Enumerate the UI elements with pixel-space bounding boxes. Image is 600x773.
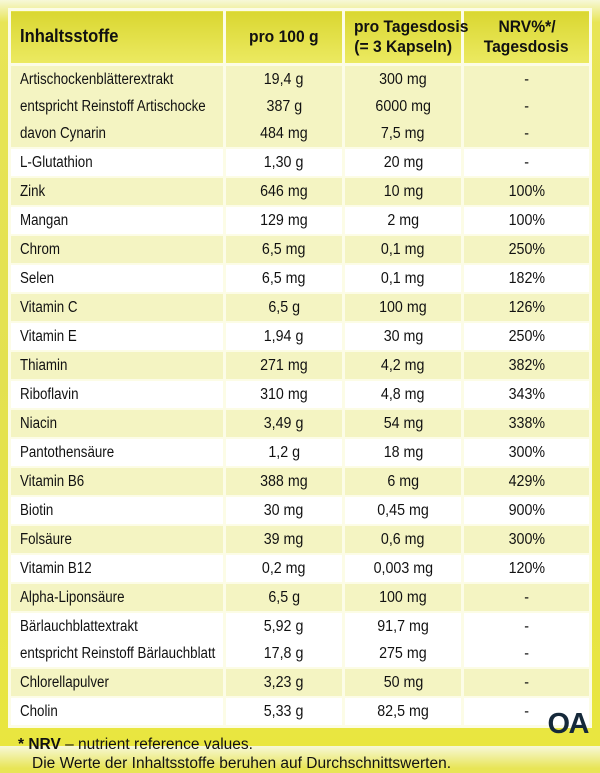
- value-per-dose: 91,7 mg: [377, 617, 429, 635]
- value-nrv: -: [524, 97, 529, 115]
- value-per-100g-cell: [224, 467, 343, 496]
- value-nrv: 300%: [508, 443, 545, 461]
- value-per-100g: 6,5 g: [268, 298, 300, 316]
- value-per-dose-cell: [344, 438, 463, 467]
- value-per-100g-cell: [224, 177, 343, 206]
- ingredient-name-cell: [10, 496, 225, 525]
- value-nrv-cell: [463, 438, 591, 467]
- header-nrv-line2: Tagesdosis: [484, 37, 570, 56]
- value-per-100g-cell: [224, 380, 343, 409]
- value-nrv-cell: [463, 409, 591, 438]
- value-per-100g-cell: [224, 206, 343, 235]
- value-per-100g: 484 mg: [260, 124, 308, 142]
- ingredient-name: Bärlauchblattextrakt: [20, 617, 138, 635]
- value-per-100g-cell: [224, 235, 343, 264]
- table-header-row: [10, 10, 591, 65]
- header-per-100g-label: pro 100 g: [249, 26, 319, 46]
- value-per-dose: 10 mg: [383, 182, 423, 200]
- value-per-100g-cell: [224, 148, 343, 177]
- table-row: [10, 438, 591, 467]
- value-per-dose: 7,5 mg: [381, 124, 425, 142]
- value-per-100g-cell: [224, 322, 343, 351]
- value-nrv: 900%: [508, 501, 545, 519]
- value-per-100g: 19,4 g: [264, 70, 304, 88]
- value-nrv: 100%: [508, 182, 545, 200]
- value-per-dose: 100 mg: [379, 298, 427, 316]
- table-row: [10, 351, 591, 380]
- value-per-dose-cell: [344, 235, 463, 264]
- value-per-dose-cell: [344, 668, 463, 697]
- ingredient-name: Artischockenblätterextrakt: [20, 70, 174, 88]
- value-per-dose-cell: [344, 380, 463, 409]
- value-nrv-cell: [463, 235, 591, 264]
- value-nrv-cell: [463, 65, 591, 94]
- ingredient-name-cell: [10, 467, 225, 496]
- value-per-dose: 50 mg: [383, 673, 423, 691]
- value-nrv-cell: [463, 583, 591, 612]
- value-nrv-cell: [463, 612, 591, 640]
- value-per-100g-cell: [224, 120, 343, 148]
- value-nrv-cell: [463, 525, 591, 554]
- value-per-100g-cell: [224, 496, 343, 525]
- value-per-dose-cell: [344, 409, 463, 438]
- ingredient-name: Vitamin B6: [20, 472, 85, 490]
- value-nrv-cell: [463, 148, 591, 177]
- table-row: [10, 612, 591, 640]
- ingredient-name: Zink: [20, 182, 46, 200]
- value-nrv-cell: [463, 640, 591, 668]
- table-row: [10, 668, 591, 697]
- ingredient-name-cell: [10, 206, 225, 235]
- ingredient-name-cell: [10, 640, 225, 668]
- value-nrv-cell: [463, 322, 591, 351]
- value-per-100g: 1,2 g: [268, 443, 300, 461]
- value-nrv: -: [524, 673, 529, 691]
- ingredient-name-cell: [10, 148, 225, 177]
- header-ingredient-label: Inhaltsstoffe: [20, 26, 119, 47]
- value-per-dose-cell: [344, 148, 463, 177]
- ingredient-name: Folsäure: [20, 530, 72, 548]
- ingredient-name: Cholin: [20, 702, 58, 720]
- value-per-100g: 30 mg: [264, 501, 304, 519]
- value-per-dose: 6000 mg: [375, 97, 431, 115]
- value-per-dose: 100 mg: [379, 588, 427, 606]
- value-per-dose: 54 mg: [383, 414, 423, 432]
- value-per-100g-cell: [224, 351, 343, 380]
- header-per-100g: [224, 10, 343, 65]
- table-row: [10, 496, 591, 525]
- value-per-dose: 2 mg: [387, 211, 419, 229]
- value-per-100g: 0,2 mg: [262, 559, 306, 577]
- ingredient-name-cell: [10, 65, 225, 94]
- value-per-100g-cell: [224, 264, 343, 293]
- footnote-line2: Die Werte der Inhaltsstoffe beruhen auf Durchschnittswerten.: [32, 755, 452, 772]
- value-per-dose: 0,1 mg: [381, 240, 425, 258]
- ingredient-name-cell: [10, 235, 225, 264]
- ingredient-name: Biotin: [20, 501, 54, 519]
- table-row: [10, 525, 591, 554]
- ingredient-name: entspricht Reinstoff Bärlauchblatt: [20, 644, 216, 662]
- ingredient-name: Niacin: [20, 414, 58, 432]
- ingredient-name: Vitamin E: [20, 327, 77, 345]
- value-per-100g: 271 mg: [260, 356, 308, 374]
- brand-logo: OA: [547, 708, 588, 740]
- ingredient-name-cell: [10, 409, 225, 438]
- value-per-100g-cell: [224, 668, 343, 697]
- value-nrv-cell: [463, 206, 591, 235]
- value-per-100g-cell: [224, 93, 343, 120]
- table-row: [10, 65, 591, 94]
- value-nrv-cell: [463, 467, 591, 496]
- value-per-dose: 275 mg: [379, 644, 427, 662]
- footnote: [18, 735, 600, 773]
- value-nrv: 182%: [508, 269, 545, 287]
- ingredient-name-cell: [10, 177, 225, 206]
- header-nrv-line1: NRV%*/: [498, 16, 556, 36]
- table-row: [10, 206, 591, 235]
- value-nrv-cell: [463, 351, 591, 380]
- header-per-dose: [344, 10, 469, 65]
- value-nrv: 126%: [508, 298, 545, 316]
- value-nrv: 120%: [508, 559, 545, 577]
- table-row: [10, 177, 591, 206]
- value-nrv: 429%: [508, 472, 545, 490]
- value-nrv: -: [524, 644, 529, 662]
- table-row: [10, 583, 591, 612]
- ingredient-name-cell: [10, 525, 225, 554]
- ingredient-name-cell: [10, 322, 225, 351]
- value-per-100g-cell: [224, 697, 343, 727]
- value-per-100g-cell: [224, 554, 343, 583]
- value-per-dose-cell: [344, 467, 463, 496]
- value-nrv: -: [524, 617, 529, 635]
- value-per-100g: 3,23 g: [264, 673, 304, 691]
- value-per-dose-cell: [344, 351, 463, 380]
- value-per-100g: 5,33 g: [264, 702, 304, 720]
- value-per-100g-cell: [224, 583, 343, 612]
- value-per-dose-cell: [344, 612, 463, 640]
- ingredient-name-cell: [10, 668, 225, 697]
- ingredient-name-cell: [10, 264, 225, 293]
- value-per-100g: 6,5 g: [268, 588, 300, 606]
- value-nrv: 250%: [508, 327, 545, 345]
- footnote-line1-text: – nutrient reference values.: [60, 736, 253, 753]
- ingredient-name-cell: [10, 583, 225, 612]
- value-per-dose-cell: [344, 293, 463, 322]
- value-per-dose-cell: [344, 525, 463, 554]
- table-row: [10, 697, 591, 727]
- value-per-dose-cell: [344, 496, 463, 525]
- table-row: [10, 148, 591, 177]
- value-per-100g: 3,49 g: [264, 414, 304, 432]
- value-nrv-cell: [463, 293, 591, 322]
- value-nrv: 100%: [508, 211, 545, 229]
- ingredient-name: entspricht Reinstoff Artischocke: [20, 97, 206, 115]
- value-nrv-cell: [463, 93, 591, 120]
- ingredient-name-cell: [10, 93, 225, 120]
- ingredient-name-cell: [10, 697, 225, 727]
- value-nrv: 300%: [508, 530, 545, 548]
- value-per-100g: 310 mg: [260, 385, 308, 403]
- value-per-100g: 5,92 g: [264, 617, 304, 635]
- value-per-100g: 1,30 g: [264, 153, 304, 171]
- value-per-dose: 4,2 mg: [381, 356, 425, 374]
- value-per-100g: 388 mg: [260, 472, 308, 490]
- value-per-100g: 39 mg: [264, 530, 304, 548]
- ingredient-name: Vitamin B12: [20, 559, 92, 577]
- value-nrv: -: [524, 70, 529, 88]
- value-per-100g: 6,5 mg: [262, 269, 306, 287]
- value-nrv: -: [524, 153, 529, 171]
- header-per-dose-line2: (= 3 Kapseln): [354, 37, 452, 56]
- value-nrv-cell: [463, 264, 591, 293]
- value-per-100g-cell: [224, 525, 343, 554]
- table-row: [10, 467, 591, 496]
- ingredient-name: Selen: [20, 269, 55, 287]
- table-row: [10, 235, 591, 264]
- value-nrv: 250%: [508, 240, 545, 258]
- value-per-100g: 129 mg: [260, 211, 308, 229]
- value-per-100g: 646 mg: [260, 182, 308, 200]
- value-per-dose: 300 mg: [379, 70, 427, 88]
- table-row: [10, 120, 591, 148]
- value-per-dose-cell: [344, 206, 463, 235]
- value-per-100g-cell: [224, 640, 343, 668]
- value-per-100g: 387 g: [266, 97, 302, 115]
- value-nrv-cell: [463, 120, 591, 148]
- value-per-dose-cell: [344, 120, 463, 148]
- header-ingredient: [10, 10, 225, 65]
- table-row: [10, 380, 591, 409]
- value-nrv: -: [524, 588, 529, 606]
- ingredient-name: Chrom: [20, 240, 61, 258]
- value-per-dose-cell: [344, 322, 463, 351]
- ingredient-name-cell: [10, 351, 225, 380]
- value-per-dose: 82,5 mg: [377, 702, 429, 720]
- ingredient-name-cell: [10, 554, 225, 583]
- table-row: [10, 640, 591, 668]
- value-per-dose: 4,8 mg: [381, 385, 425, 403]
- value-nrv: 343%: [508, 385, 545, 403]
- value-per-100g-cell: [224, 65, 343, 94]
- value-per-100g: 17,8 g: [264, 644, 304, 662]
- value-per-dose-cell: [344, 640, 463, 668]
- value-per-dose-cell: [344, 264, 463, 293]
- value-nrv: -: [524, 124, 529, 142]
- ingredient-name: Thiamin: [20, 356, 68, 374]
- value-per-100g-cell: [224, 409, 343, 438]
- ingredient-name: Vitamin C: [20, 298, 78, 316]
- value-per-dose: 30 mg: [383, 327, 423, 345]
- value-per-dose-cell: [344, 554, 463, 583]
- value-per-100g: 1,94 g: [264, 327, 304, 345]
- value-per-dose: 0,003 mg: [373, 559, 433, 577]
- ingredient-name: Riboflavin: [20, 385, 79, 403]
- value-nrv-cell: [463, 380, 591, 409]
- ingredient-name-cell: [10, 438, 225, 467]
- ingredient-name: Chlorellapulver: [20, 673, 109, 691]
- value-per-dose-cell: [344, 65, 463, 94]
- ingredient-name: Mangan: [20, 211, 69, 229]
- ingredient-name: Pantothensäure: [20, 443, 115, 461]
- table-row: [10, 93, 591, 120]
- ingredient-name-cell: [10, 120, 225, 148]
- value-per-100g-cell: [224, 293, 343, 322]
- table-row: [10, 554, 591, 583]
- header-per-dose-line1: pro Tagesdosis: [354, 16, 469, 36]
- ingredient-name-cell: [10, 612, 225, 640]
- table-row: [10, 293, 591, 322]
- ingredient-name: davon Cynarin: [20, 124, 106, 142]
- value-nrv-cell: [463, 177, 591, 206]
- ingredient-name-cell: [10, 293, 225, 322]
- ingredients-table: [8, 8, 592, 728]
- table-row: [10, 409, 591, 438]
- value-per-dose: 0,1 mg: [381, 269, 425, 287]
- value-per-dose-cell: [344, 583, 463, 612]
- table-row: [10, 264, 591, 293]
- value-nrv: 338%: [508, 414, 545, 432]
- value-nrv-cell: [463, 554, 591, 583]
- value-per-dose: 18 mg: [383, 443, 423, 461]
- header-nrv: [463, 10, 591, 65]
- value-per-dose-cell: [344, 697, 463, 727]
- value-per-dose-cell: [344, 177, 463, 206]
- value-per-dose: 6 mg: [387, 472, 419, 490]
- value-per-100g: 6,5 mg: [262, 240, 306, 258]
- value-per-dose-cell: [344, 93, 463, 120]
- table-row: [10, 322, 591, 351]
- value-nrv: -: [524, 702, 529, 720]
- ingredient-name-cell: [10, 380, 225, 409]
- value-per-100g-cell: [224, 438, 343, 467]
- value-nrv-cell: [463, 496, 591, 525]
- value-per-dose: 20 mg: [383, 153, 423, 171]
- value-per-dose: 0,6 mg: [381, 530, 425, 548]
- value-per-dose: 0,45 mg: [377, 501, 429, 519]
- ingredient-name: L-Glutathion: [20, 153, 93, 171]
- footnote-nrv-abbrev: * NRV: [18, 736, 61, 753]
- ingredient-name: Alpha-Liponsäure: [20, 588, 125, 606]
- value-nrv-cell: [463, 668, 591, 697]
- value-nrv: 382%: [508, 356, 545, 374]
- value-per-100g-cell: [224, 612, 343, 640]
